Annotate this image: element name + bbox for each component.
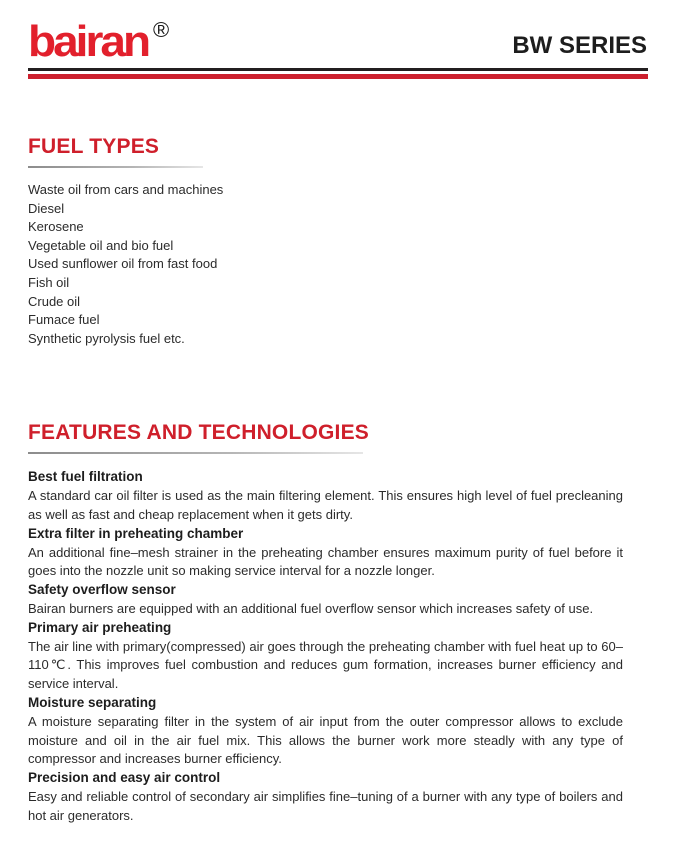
feature-title: Primary air preheating [28,619,172,635]
feature-body: A standard car oil filter is used as the main filtering element. This ensures high level of fuel precleaning as well as fast and cheap replacement when it gets dirty. [28,488,623,523]
page-header [0,0,674,68]
feature-body: The air line with primary(compressed) air goes through the preheating chamber with fuel heat up to 60–110℃. This improves fuel combustion and reduces gum formation, increases burner efficiency and service interval. [28,638,623,692]
feature-title: Best fuel filtration [28,469,143,485]
feature-body: Easy and reliable control of secondary air simplifies fine–tuning of a burner with any type of boilers and hot air generators. [28,788,623,823]
features-section [0,422,674,825]
brand-logo-text: bairan [28,16,149,66]
feature-body: Bairan burners are equipped with an additional fuel overflow sensor which increases safety of use. [28,601,594,617]
fuel-type-item: Synthetic pyrolysis fuel etc. [28,330,185,346]
features-list [0,468,674,825]
feature-item [28,525,623,581]
fuel-type-item: Fumace fuel [28,312,100,328]
fuel-type-item: Fish oil [28,275,70,291]
feature-title: Moisture separating [28,695,157,710]
fuel-type-item: Kerosene [28,219,84,235]
feature-body: A moisture separating filter in the system of air input from the outer compressor allows to exclude moisture and oil in the air fuel mix. This allows the burner work more steadly with any type of compressor and increases burner efficiency. [28,713,623,767]
header-rule-red [28,74,648,79]
feature-item [28,769,623,825]
fuel-type-list [0,181,674,348]
brand-logo [28,16,170,66]
fuel-types-heading-underline [28,166,203,168]
registered-trademark-icon: ® [153,18,170,42]
fuel-type-item: Crude oil [28,293,81,309]
fuel-type-item: Waste oil from cars and machines [28,182,224,198]
fuel-types-heading: FUEL TYPES [28,135,160,159]
feature-title: Extra filter in preheating chamber [28,525,244,541]
feature-item [28,468,623,524]
feature-title: Precision and easy air control [28,770,221,786]
features-heading: FEATURES AND TECHNOLOGIES [28,421,370,445]
fuel-type-item: Vegetable oil and bio fuel [28,237,174,253]
feature-item [28,694,623,769]
feature-body: An additional fine–mesh strainer in the preheating chamber ensures maximum purity of fuel before it goes into the nozzle unit so making service interval for a nozzle longer. [28,544,623,579]
header-rule-black [28,68,648,71]
fuel-types-section [0,136,674,348]
fuel-type-item: Diesel [28,200,65,216]
series-title: BW SERIES [512,32,647,60]
feature-title: Safety overflow sensor [28,582,176,598]
fuel-type-item: Used sunflower oil from fast food [28,256,218,272]
feature-item [28,581,623,619]
features-heading-underline [28,452,363,454]
feature-item [28,619,623,694]
